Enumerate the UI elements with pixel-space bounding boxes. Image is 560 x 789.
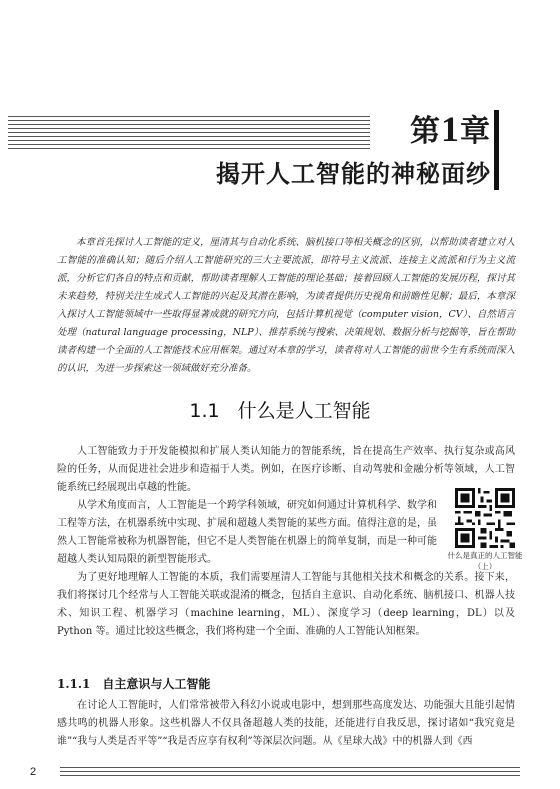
paragraph-3: 为了更好地理解人工智能的本质，我们需要厘清人工智能与其他相关技术和概念的关系。接下来，我们将探讨几个经常与人工智能关联或混淆的概念，包括自主意识、自动化系统、脑机接口、机器人技术、知识工程、机器学习（machine learning，ML）、深度学习（deep learning，DL）以及 Python 等。通过比较这些概念，我们将构建一个全面、准确的人工智能认知框架。 xyxy=(57,572,515,637)
chapter-vertical-bar xyxy=(494,110,499,190)
chapter-prefix: 第 xyxy=(410,114,441,149)
paragraph-2: 从学术角度而言，人工智能是一个跨学科领域，研究如何通过计算机科学、数学和工程等方法，在机器系统中实现、扩展和超越人类智能的某些方面。值得注意的是，虽然人工智能常被称为机器智能，但它不是人类智能在机器上的简单复制，而是一种可能超越人类认知局限的新型智能形式。 xyxy=(57,500,437,565)
chapter-number xyxy=(410,106,491,150)
section-number: 1.1 xyxy=(189,400,220,422)
chapter-title: 揭开人工智能的神秘面纱 xyxy=(216,159,491,188)
section-title: 什么是人工智能 xyxy=(237,400,371,422)
subsection-title: 自主意识与人工智能 xyxy=(102,677,211,691)
chapter-intro: 本章首先探讨人工智能的定义，厘清其与自动化系统、脑机接口等相关概念的区别，以帮助读者建立对人工智能的准确认知；随后介绍人工智能研究的三大主要流派，即符号主义流派、连接主义流派和行为主义流派，分析它们各自的特点和贡献，帮助读者理解人工智能的理论基础；接着回顾人工智能的发展历程，探讨其未来趋势，特别关注生成式人工智能的兴起及其潜在影响，为读者提供历史视角和前瞻性见解；最后，本章深入探讨人工智能领域中一些取得显著成就的研究方向，包括计算机视觉（computer vision，CV）、自然语言处理（natural language processing，NLP）、推荐系统与搜索、决策规划、数据分析与挖掘等，旨在帮助读者构建一个全面的人工智能技术应用框架。通过对本章的学习，读者将对人工智能的前世今生有系统而深入的认识，为进一步探索这一领域做好充分准备。 xyxy=(57,237,515,374)
paragraph-4: 在讨论人工智能时，人们常常被带入科幻小说或电影中，想到那些高度发达、功能强大且能引起情感共鸣的机器人形象。这些机器人不仅具备超越人类的技能，还能进行自我反思，探讨诸如“我究竟是谁”“我与人类是否平等”“我是否应享有权利”等深层次问题。从《星球大战》中的机器人到《西 xyxy=(57,700,515,747)
page-number: 2 xyxy=(30,766,37,778)
header-rule-lines xyxy=(8,116,370,150)
qr-caption: 什么是真正的人工智能（上） xyxy=(447,551,523,571)
paragraph-1: 人工智能致力于开发能模拟和扩展人类认知能力的智能系统，旨在提高生产效率、执行复杂或高风险的任务，从而促进社会进步和造福于人类。例如，在医疗诊断、自动驾驶和金融分析等领域，人工智能系统已经展现出卓越的性能。 xyxy=(57,446,515,493)
subsection-heading xyxy=(57,675,210,692)
subsection-number: 1.1.1 xyxy=(57,677,91,691)
footer-rule-lines xyxy=(60,767,520,779)
chapter-suffix: 章 xyxy=(460,114,491,149)
qr-code-icon[interactable] xyxy=(455,488,515,548)
chapter-digit: 1 xyxy=(441,109,460,149)
section-heading xyxy=(0,396,560,423)
